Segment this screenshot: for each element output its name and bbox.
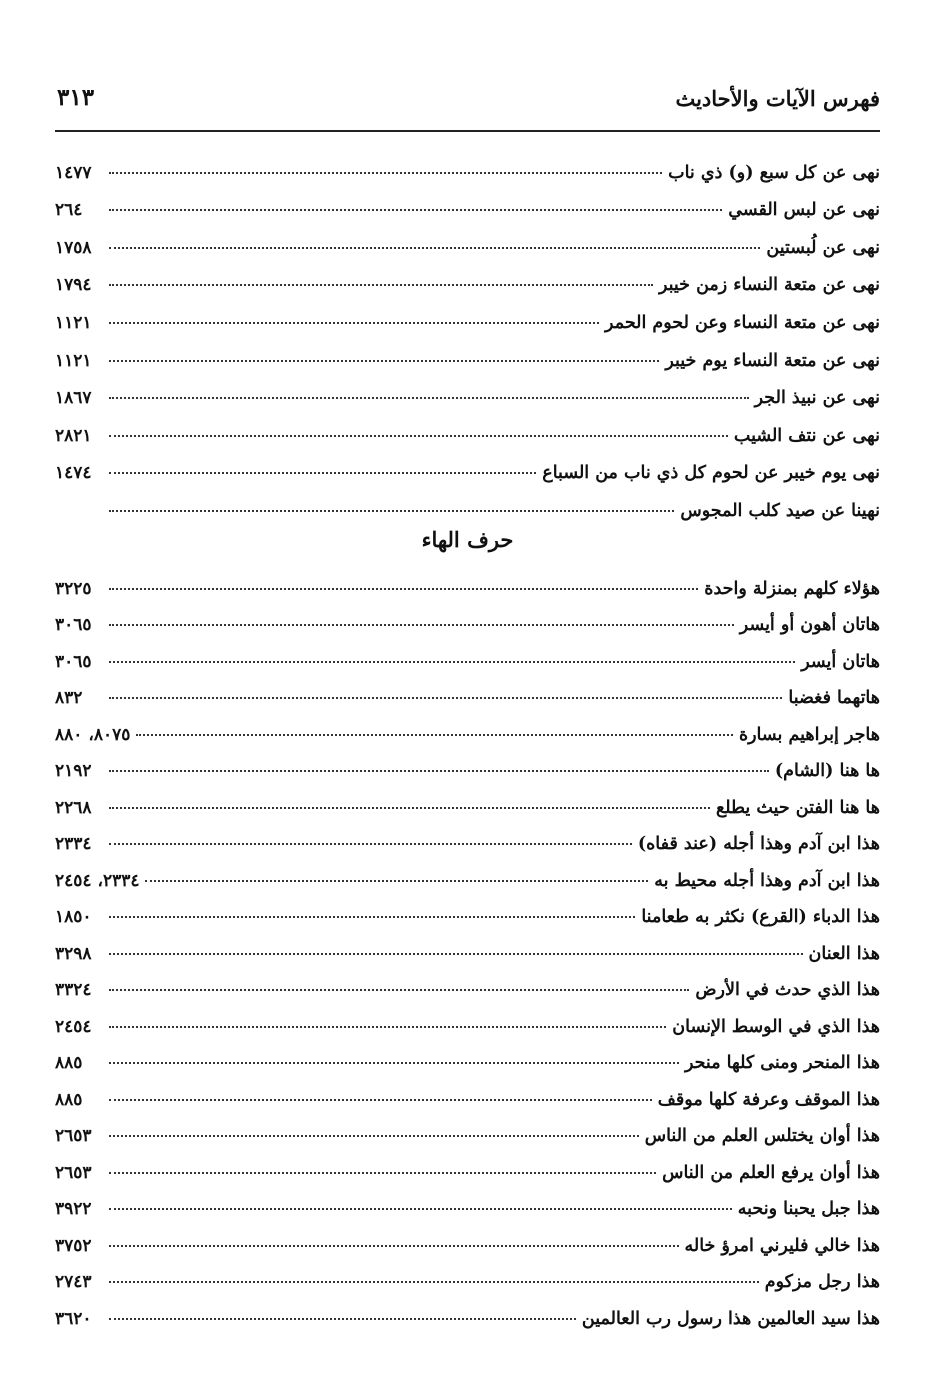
entry-text: هذا المنحر ومنى كلها منحر <box>684 1053 880 1073</box>
index-entry <box>55 672 880 709</box>
index-entry <box>55 220 880 258</box>
entry-reference-number: ٣٢٩٨ <box>55 943 92 964</box>
index-entry <box>55 145 880 183</box>
entry-text: هذا العنان <box>808 943 880 964</box>
dot-leader <box>109 397 749 399</box>
entry-reference-number: ٣٢٢٥ <box>55 578 92 599</box>
dot-leader <box>109 1281 759 1283</box>
header-rule <box>55 130 880 132</box>
dot-leader <box>136 734 733 736</box>
dot-leader <box>109 1172 656 1174</box>
entry-reference-number: ٨٨٥ <box>55 1089 83 1110</box>
dot-leader <box>109 247 760 249</box>
entry-reference-number: ٨٨٥ <box>55 1053 83 1073</box>
index-page <box>55 0 880 1383</box>
entry-reference-number: ١٧٩٤ <box>55 275 92 296</box>
entry-text: هذا الذي في الوسط الإنسان <box>672 1016 880 1037</box>
entry-reference-number: ٢١٩٢ <box>55 761 92 781</box>
entry-reference-number: ١٨٥٠ <box>55 907 92 927</box>
index-entry <box>55 964 880 1001</box>
index-entry <box>55 781 880 818</box>
entry-text: هذا خالي فليرني امرؤ خاله <box>684 1235 880 1256</box>
index-entry <box>55 745 880 782</box>
index-entry <box>55 708 880 745</box>
entry-reference-number: ٢٦٥٣ <box>55 1126 92 1146</box>
index-entry <box>55 635 880 672</box>
dot-leader <box>109 1318 576 1320</box>
entry-reference-number: ٣٠٦٥ <box>55 615 92 635</box>
dot-leader <box>109 1245 679 1247</box>
entry-reference-number: ٢٦٥٣ <box>55 1162 92 1183</box>
entry-text: هذا الدباء (القرع) نكثر به طعامنا <box>641 907 880 927</box>
dot-leader <box>109 989 689 991</box>
index-entry <box>55 1037 880 1074</box>
entry-reference-number: ٣٣٢٤ <box>55 980 92 1000</box>
entry-reference-number: ٢٣٣٤، ٢٤٥٤ <box>55 870 140 891</box>
index-entry <box>55 1110 880 1147</box>
entry-reference-number: ١٧٥٨ <box>55 237 92 258</box>
entry-reference-number: ١٤٧٧ <box>55 162 92 183</box>
entry-text: هذا ابن آدم وهذا أجله (عند قفاه) <box>637 834 880 854</box>
entry-reference-number: ٨٣٢ <box>55 688 83 708</box>
running-title: فهرس الآيات والأحاديث <box>675 86 880 111</box>
index-entry <box>55 408 880 446</box>
index-entry <box>55 258 880 296</box>
dot-leader <box>109 807 710 809</box>
entry-text: هؤلاء كلهم بمنزلة واحدة <box>704 578 880 599</box>
dot-leader <box>109 435 728 437</box>
index-entry <box>55 295 880 333</box>
entry-text: نهى عن لبس القسي <box>728 200 880 221</box>
entry-text: نهى عن كل سبع (و) ذي ناب <box>668 162 880 183</box>
dot-leader <box>109 1026 666 1028</box>
dot-leader <box>109 284 653 286</box>
index-list-ha <box>55 562 880 1329</box>
entry-text: نهى عن متعة النساء يوم خيبر <box>665 350 880 371</box>
dot-leader <box>145 880 648 882</box>
dot-leader <box>109 770 769 772</box>
index-entry <box>55 1146 880 1183</box>
dot-leader <box>109 360 659 362</box>
entry-reference-number: ١١٢١ <box>55 350 92 371</box>
entry-text: هذا جبل يحبنا ونحبه <box>737 1199 880 1219</box>
dot-leader <box>109 1135 639 1137</box>
index-entry <box>55 562 880 599</box>
entry-reference-number: ٢٢٦٨ <box>55 797 92 818</box>
index-entry <box>55 1000 880 1037</box>
index-entry <box>55 1256 880 1293</box>
entry-reference-number: ٢٨٢١ <box>55 425 92 446</box>
index-entry <box>55 371 880 409</box>
page-number: ٣١٣ <box>57 84 95 111</box>
index-entry <box>55 1219 880 1256</box>
dot-leader <box>109 472 536 474</box>
entry-reference-number: ٣٠٦٥ <box>55 651 92 672</box>
entry-text: هاتان أيسر <box>801 651 880 672</box>
entry-text: نهى عن لُبستين <box>766 237 880 258</box>
entry-text: نهى يوم خيبر عن لحوم كل ذي ناب من السباع <box>542 463 880 484</box>
entry-text: هاجر إبراهيم بسارة <box>738 724 880 745</box>
entry-reference-number: ٣٩٢٢ <box>55 1199 92 1219</box>
entry-reference-number: ١١٢١ <box>55 312 92 333</box>
index-entry <box>55 1183 880 1220</box>
entry-text: هاتان أهون أو أيسر <box>739 615 880 635</box>
entry-text: ها هنا الفتن حيث يطلع <box>715 797 880 818</box>
entry-reference-number: ٣٦٢٠ <box>55 1308 92 1329</box>
dot-leader <box>109 588 698 590</box>
entry-reference-number: ٢٦٤ <box>55 200 83 221</box>
dot-leader <box>109 172 662 174</box>
dot-leader <box>109 322 599 324</box>
entry-text: نهى عن متعة النساء وعن لحوم الحمر <box>605 312 880 333</box>
entry-reference-number: ٢٣٣٤ <box>55 834 92 854</box>
index-entry <box>55 446 880 484</box>
dot-leader <box>109 510 674 512</box>
entry-reference-number: ٢٤٥٤ <box>55 1016 92 1037</box>
index-entry <box>55 1292 880 1329</box>
dot-leader <box>109 1062 679 1064</box>
entry-text: ها هنا (الشام) <box>774 761 880 781</box>
entry-text: نهينا عن صيد كلب المجوس <box>680 500 880 521</box>
dot-leader <box>109 1208 732 1210</box>
index-entry <box>55 854 880 891</box>
entry-reference-number: ٢٧٤٣ <box>55 1272 92 1292</box>
entry-text: هذا سيد العالمين هذا رسول رب العالمين <box>581 1308 880 1329</box>
entry-reference-number: ١٤٧٤ <box>55 463 92 484</box>
entry-reference-number: ٨٠٧٥، ٨٨٠ <box>55 724 131 745</box>
index-entry <box>55 927 880 964</box>
dot-leader <box>109 953 803 955</box>
entry-reference-number: ١٨٦٧ <box>55 388 92 409</box>
entry-text: هذا الموقف وعرفة كلها موقف <box>657 1089 880 1110</box>
entry-reference-number: ٣٧٥٢ <box>55 1235 92 1256</box>
entry-text: هذا رجل مزكوم <box>764 1272 880 1292</box>
entry-text: نهى عن نتف الشيب <box>733 425 880 446</box>
entry-text: هذا الذي حدث في الأرض <box>695 980 880 1000</box>
entry-text: هذا أوان يرفع العلم من الناس <box>662 1162 880 1183</box>
dot-leader <box>109 624 734 626</box>
dot-leader <box>109 1099 652 1101</box>
index-entry <box>55 333 880 371</box>
index-entry <box>55 483 880 521</box>
section-heading: حرف الهاء <box>421 527 514 552</box>
entry-text: نهى عن متعة النساء زمن خيبر <box>658 275 880 296</box>
dot-leader <box>109 843 632 845</box>
page-header <box>55 86 880 120</box>
dot-leader <box>109 697 782 699</box>
dot-leader <box>109 916 635 918</box>
index-entry <box>55 818 880 855</box>
dot-leader <box>109 661 795 663</box>
index-entry <box>55 183 880 221</box>
dot-leader <box>109 209 722 211</box>
entry-text: هذا ابن آدم وهذا أجله محيط به <box>654 870 880 891</box>
index-list-nun <box>55 145 880 521</box>
entry-text: هاتهما فغضبا <box>788 688 880 708</box>
index-entry <box>55 599 880 636</box>
entry-text: هذا أوان يختلس العلم من الناس <box>644 1126 880 1146</box>
entry-text: نهى عن نبيذ الجر <box>754 388 880 409</box>
index-entry <box>55 891 880 928</box>
index-entry <box>55 1073 880 1110</box>
